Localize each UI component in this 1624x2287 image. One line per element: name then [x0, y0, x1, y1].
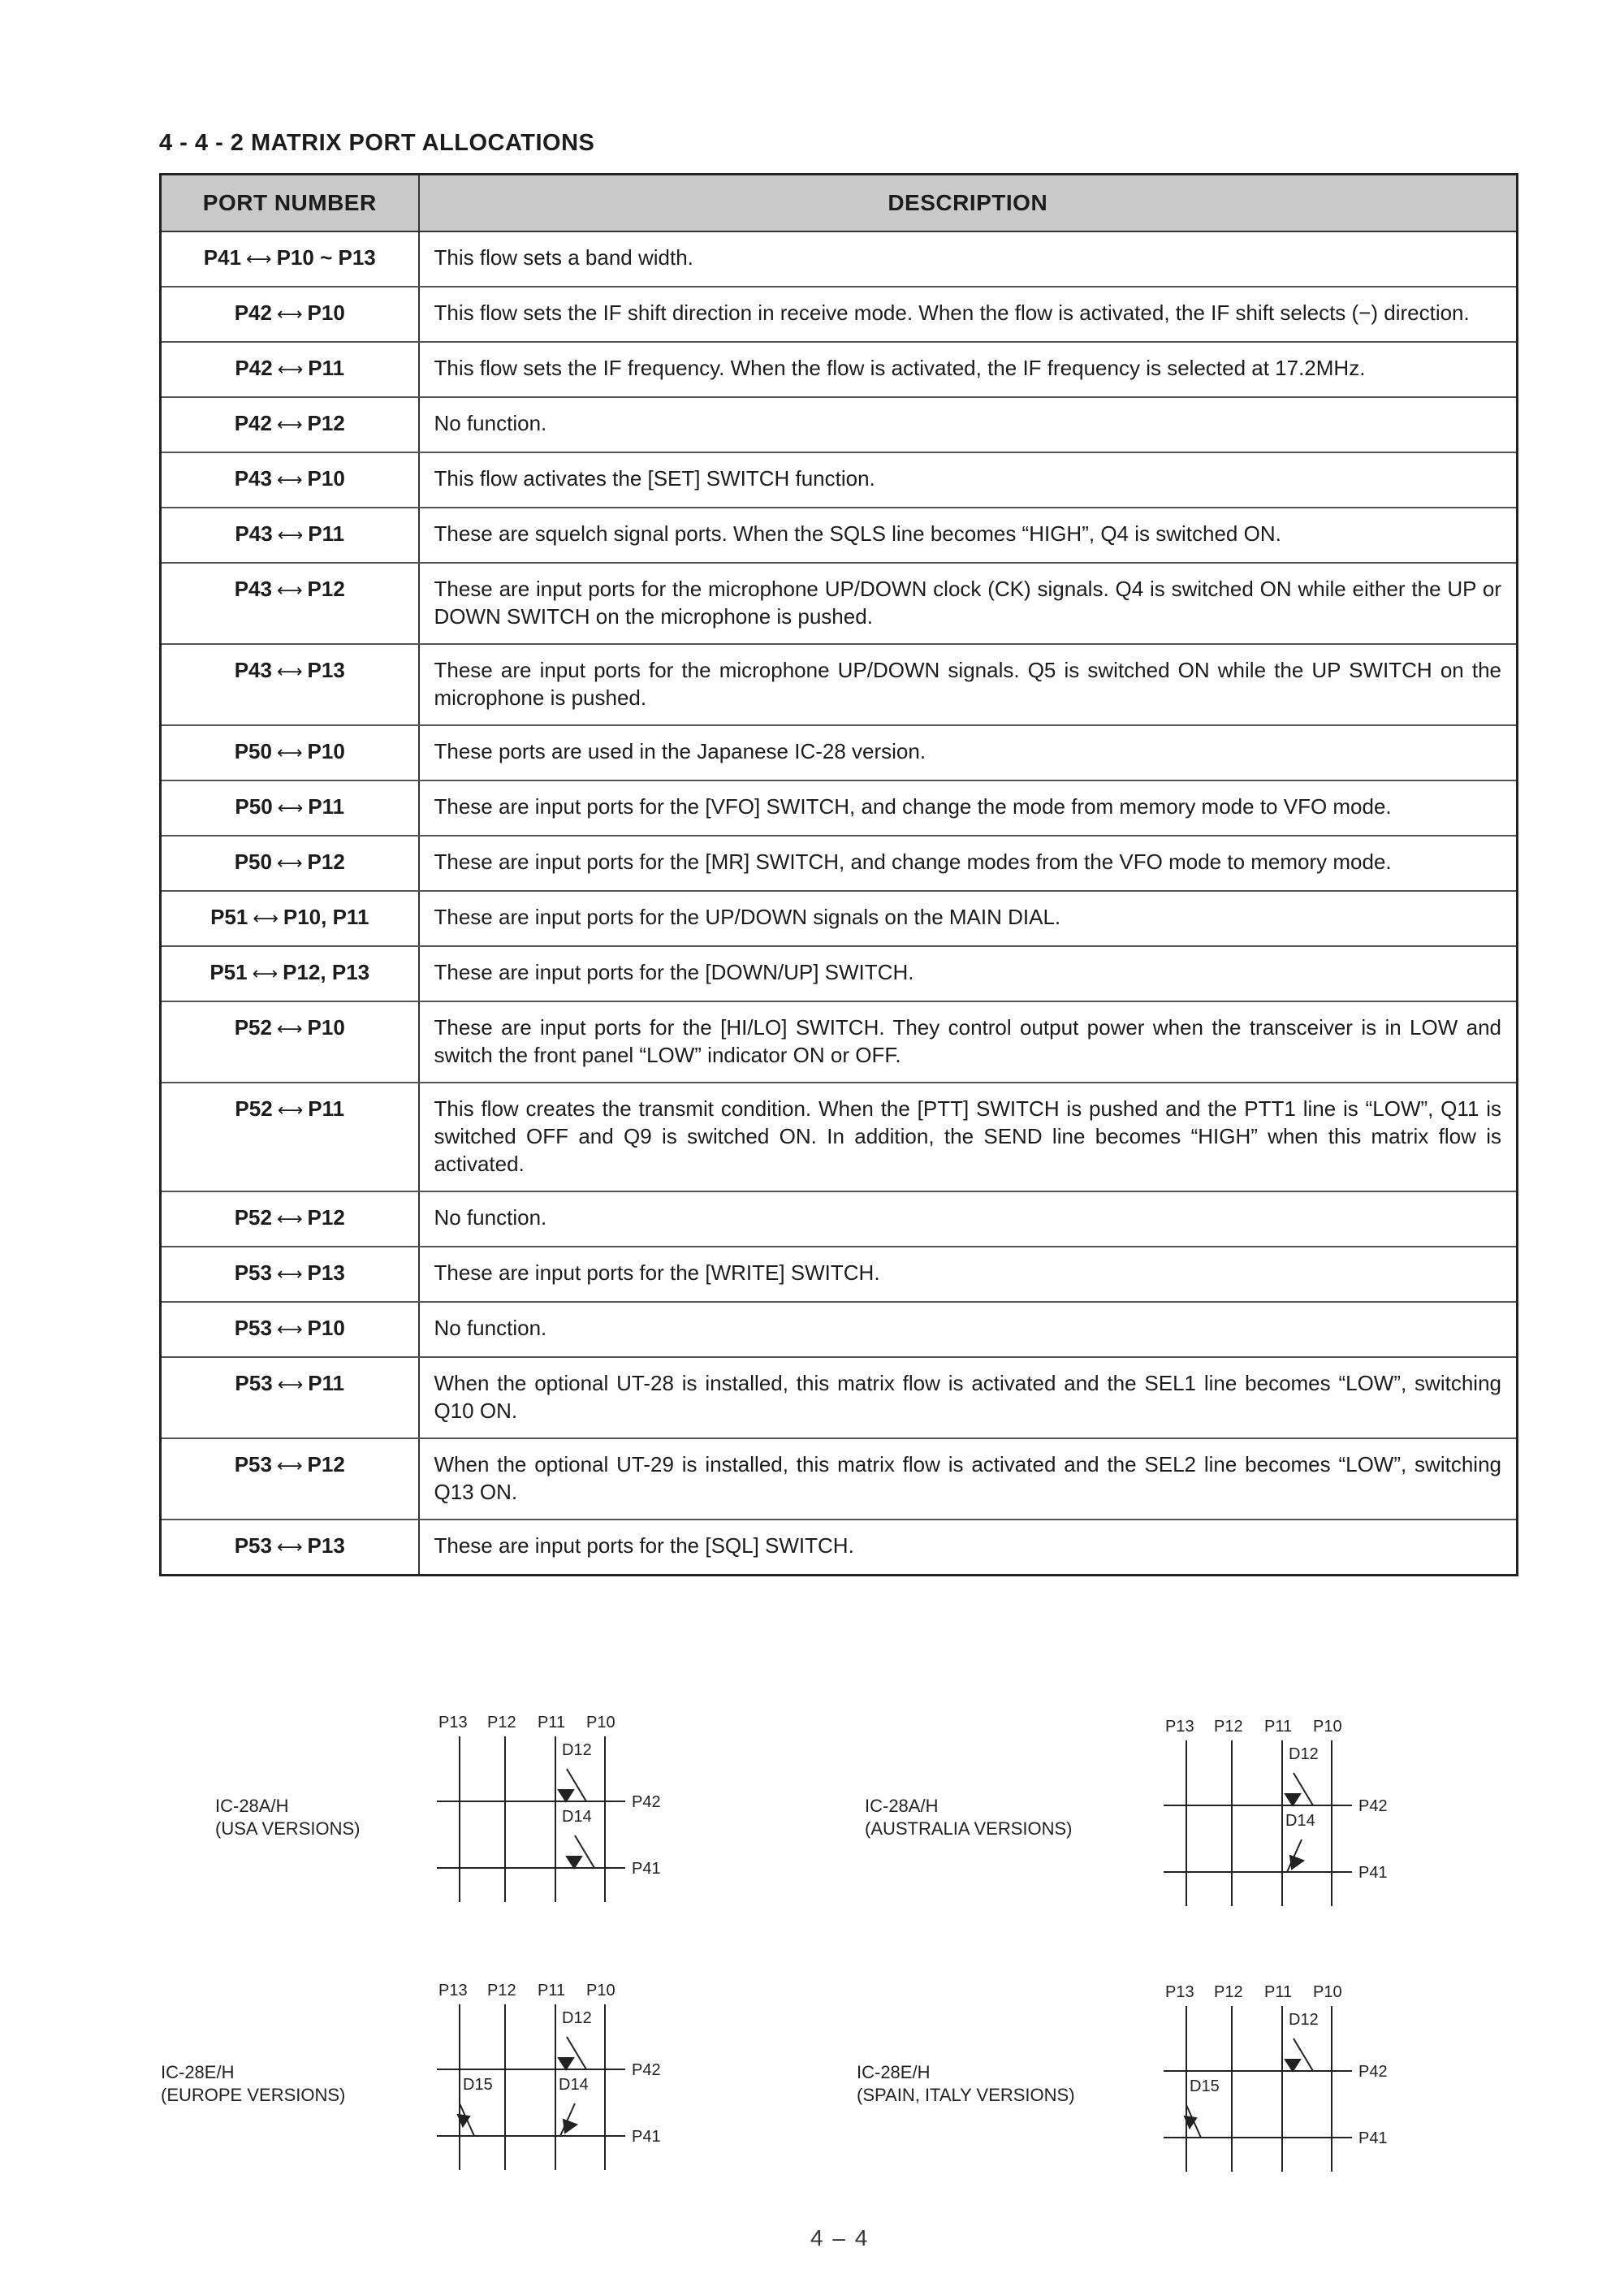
port-to: P12	[307, 850, 345, 874]
col-label: P11	[538, 1982, 566, 2000]
port-from: P52	[235, 1096, 273, 1121]
port-number-cell	[161, 891, 419, 946]
description-cell: This flow sets the IF shift direction in receive mode. When the flow is activated, the IF shift selects (−) direction.	[419, 287, 1518, 342]
port-number-cell	[161, 780, 419, 836]
bidirectional-arrow-icon: ⟷	[276, 469, 303, 490]
diode-label: D14	[1285, 1812, 1315, 1830]
port-from: P53	[235, 1371, 273, 1395]
port-number-cell	[161, 1001, 419, 1083]
bidirectional-arrow-icon: ⟷	[277, 525, 304, 545]
diode-icon	[559, 1790, 573, 1801]
port-to: P10	[307, 466, 345, 491]
port-to: P12	[307, 1205, 345, 1230]
matrix-diagram-usa	[430, 1714, 690, 1917]
matrix-diagram-australia	[1157, 1718, 1417, 1921]
table-row	[161, 1083, 1518, 1191]
col-label: P10	[586, 1714, 615, 1731]
port-number-cell	[161, 946, 419, 1001]
bidirectional-arrow-icon: ⟷	[277, 1374, 304, 1394]
row-label: P42	[1358, 1797, 1388, 1815]
port-number-cell	[161, 508, 419, 563]
port-number-cell	[161, 836, 419, 891]
col-label: P10	[586, 1982, 615, 2000]
col-label: P12	[1214, 1718, 1243, 1736]
description-cell: When the optional UT-28 is installed, this matrix flow is activated and the SEL1 line becomes “LOW”, switching Q10 ON.	[419, 1357, 1518, 1438]
diode-icon	[559, 2058, 573, 2069]
diagram-spain-italy-label	[857, 2061, 1075, 2107]
port-number-cell	[161, 1247, 419, 1302]
bidirectional-arrow-icon: ⟷	[276, 580, 303, 600]
table-row	[161, 1247, 1518, 1302]
table-row	[161, 946, 1518, 1001]
port-to: P13	[307, 1533, 345, 1558]
port-from: P53	[234, 1452, 272, 1476]
diagram-australia-label	[865, 1795, 1073, 1840]
diode-label: D14	[559, 2076, 589, 2094]
col-label: P11	[1264, 1718, 1293, 1736]
table-row	[161, 287, 1518, 342]
port-from: P42	[234, 300, 272, 325]
col-label: P11	[1264, 1983, 1293, 2001]
table-row	[161, 780, 1518, 836]
port-to: P12, P13	[283, 960, 370, 984]
section-title: 4 - 4 - 2 MATRIX PORT ALLOCATIONS	[159, 130, 595, 156]
table-row	[161, 725, 1518, 780]
row-label: P41	[632, 1860, 661, 1878]
description-cell: No function.	[419, 397, 1518, 452]
description-cell: These are input ports for the [MR] SWITCH, and change modes from the VFO mode to memory mode.	[419, 836, 1518, 891]
description-cell: When the optional UT-29 is installed, this matrix flow is activated and the SEL2 line becomes “LOW”, switching Q13 ON.	[419, 1438, 1518, 1520]
port-from: P42	[235, 356, 273, 380]
port-number-cell	[161, 1302, 419, 1357]
col-label: P12	[487, 1982, 516, 2000]
matrix-diagram-spain-italy	[1157, 1983, 1417, 2186]
col-label: P12	[487, 1714, 516, 1731]
table-row	[161, 342, 1518, 397]
col-label: P11	[538, 1714, 566, 1731]
port-number-cell	[161, 1083, 419, 1191]
col-label: P13	[438, 1982, 468, 2000]
port-to: P13	[307, 1260, 345, 1285]
col-label: P10	[1313, 1983, 1342, 2001]
bidirectional-arrow-icon: ⟷	[246, 249, 272, 269]
port-number-cell	[161, 231, 419, 287]
description-cell: This flow activates the [SET] SWITCH function.	[419, 452, 1518, 508]
diode-label: D15	[463, 2076, 493, 2094]
diode-label: D12	[1289, 1745, 1319, 1763]
bidirectional-arrow-icon: ⟷	[276, 1319, 303, 1339]
col-label: P10	[1313, 1718, 1342, 1736]
diagram-model: IC-28A/H	[865, 1796, 939, 1816]
port-to: P11	[308, 356, 345, 380]
port-from: P50	[234, 850, 272, 874]
description-cell: These are input ports for the [SQL] SWITCH.	[419, 1520, 1518, 1576]
bidirectional-arrow-icon: ⟷	[276, 1018, 303, 1039]
port-to: P11	[308, 1096, 345, 1121]
bidirectional-arrow-icon: ⟷	[276, 853, 303, 873]
page-number: 4 – 4	[810, 2225, 870, 2250]
col-label: P13	[1165, 1983, 1194, 2001]
port-number-cell	[161, 563, 419, 644]
diode-label: D12	[562, 1741, 592, 1759]
description-cell: These are input ports for the [WRITE] SWITCH.	[419, 1247, 1518, 1302]
table-row	[161, 1302, 1518, 1357]
col-label: P12	[1214, 1983, 1243, 2001]
description-cell: This flow creates the transmit condition. When the [PTT] SWITCH is pushed and the PTT1 line is “LOW”, Q11 is switched OFF and Q9 is switched ON. In addition, the SEND line becomes “HIGH” when this matrix flow is activated.	[419, 1083, 1518, 1191]
port-from: P50	[234, 739, 272, 763]
diode-label: D12	[1289, 2011, 1319, 2029]
bidirectional-arrow-icon: ⟷	[276, 1537, 303, 1557]
port-from: P53	[234, 1316, 272, 1340]
table-row	[161, 231, 1518, 287]
diagram-model: IC-28A/H	[215, 1796, 289, 1816]
diode-icon	[1285, 2060, 1300, 2071]
port-to: P13	[307, 658, 345, 682]
table-row	[161, 452, 1518, 508]
description-cell: This flow sets a band width.	[419, 231, 1518, 287]
diode-label: D14	[562, 1808, 592, 1826]
diode-icon	[564, 2120, 577, 2133]
description-cell: These are input ports for the [DOWN/UP] SWITCH.	[419, 946, 1518, 1001]
port-number-cell	[161, 287, 419, 342]
port-from: P52	[234, 1205, 272, 1230]
diode-icon	[1290, 1856, 1303, 1869]
description-cell: This flow sets the IF frequency. When the flow is activated, the IF frequency is selected at 17.2MHz.	[419, 342, 1518, 397]
row-label: P41	[632, 2128, 661, 2146]
port-to: P11	[308, 794, 345, 819]
row-label: P42	[632, 1793, 661, 1811]
table-header-row	[161, 175, 1518, 232]
bidirectional-arrow-icon: ⟷	[276, 304, 303, 324]
row-label: P42	[1358, 2063, 1388, 2081]
description-cell: These are input ports for the [VFO] SWITCH, and change the mode from memory mode to VFO mode.	[419, 780, 1518, 836]
description-cell: These are input ports for the UP/DOWN signals on the MAIN DIAL.	[419, 891, 1518, 946]
table-row	[161, 397, 1518, 452]
matrix-diagram-europe	[430, 1982, 690, 2185]
table-row	[161, 644, 1518, 725]
bidirectional-arrow-icon: ⟷	[276, 414, 303, 434]
port-to: P12	[307, 1452, 345, 1476]
table-row	[161, 563, 1518, 644]
bidirectional-arrow-icon: ⟷	[276, 1208, 303, 1229]
diagram-model: IC-28E/H	[161, 2062, 235, 2082]
description-cell: These ports are used in the Japanese IC-28 version.	[419, 725, 1518, 780]
port-from: P43	[234, 466, 272, 491]
port-to: P10, P11	[283, 905, 369, 929]
diode-label: D15	[1190, 2077, 1220, 2095]
diagram-model: IC-28E/H	[857, 2062, 931, 2082]
port-number-cell	[161, 342, 419, 397]
description-cell: No function.	[419, 1191, 1518, 1247]
port-number-cell	[161, 644, 419, 725]
diode-icon	[567, 1857, 581, 1868]
header-description: DESCRIPTION	[419, 175, 1518, 232]
col-label: P13	[1165, 1718, 1194, 1736]
bidirectional-arrow-icon: ⟷	[277, 1100, 304, 1120]
table-row	[161, 1001, 1518, 1083]
port-number-cell	[161, 1357, 419, 1438]
port-number-cell	[161, 725, 419, 780]
port-to: P10	[307, 300, 345, 325]
port-from: P41	[203, 245, 242, 270]
description-cell: These are squelch signal ports. When the SQLS line becomes “HIGH”, Q4 is switched ON.	[419, 508, 1518, 563]
description-cell: These are input ports for the microphone UP/DOWN signals. Q5 is switched ON while the UP SWITCH on the microphone is pushed.	[419, 644, 1518, 725]
table-row	[161, 836, 1518, 891]
port-to: P10 ~ P13	[276, 245, 376, 270]
row-label: P42	[632, 2061, 661, 2079]
port-from: P43	[234, 577, 272, 601]
table-body	[161, 231, 1518, 1576]
diode-label: D12	[562, 2009, 592, 2027]
port-to: P10	[307, 1015, 345, 1040]
diagram-usa-label	[215, 1795, 360, 1840]
port-from: P52	[234, 1015, 272, 1040]
bidirectional-arrow-icon: ⟷	[277, 798, 304, 818]
port-to: P12	[307, 577, 345, 601]
row-label: P41	[1358, 1864, 1388, 1882]
bidirectional-arrow-icon: ⟷	[276, 1455, 303, 1476]
bidirectional-arrow-icon: ⟷	[276, 1264, 303, 1284]
bidirectional-arrow-icon: ⟷	[253, 908, 279, 928]
header-port-number: PORT NUMBER	[161, 175, 419, 232]
table-row	[161, 1520, 1518, 1576]
port-from: P51	[210, 905, 248, 929]
port-number-cell	[161, 1438, 419, 1520]
port-to: P11	[308, 521, 345, 546]
diagram-version: (AUSTRALIA VERSIONS)	[865, 1818, 1073, 1839]
port-number-cell	[161, 1191, 419, 1247]
port-number-cell	[161, 452, 419, 508]
port-from: P43	[234, 658, 272, 682]
table-row	[161, 891, 1518, 946]
table-row	[161, 1357, 1518, 1438]
description-cell: No function.	[419, 1302, 1518, 1357]
port-to: P10	[307, 739, 345, 763]
bidirectional-arrow-icon: ⟷	[277, 359, 304, 379]
port-from: P53	[234, 1260, 272, 1285]
description-cell: These are input ports for the microphone UP/DOWN clock (CK) signals. Q4 is switched ON while either the UP or DOWN SWITCH on the microphone is pushed.	[419, 563, 1518, 644]
bidirectional-arrow-icon: ⟷	[276, 661, 303, 681]
port-from: P42	[234, 411, 272, 435]
port-number-cell	[161, 397, 419, 452]
port-from: P51	[209, 960, 248, 984]
port-to: P10	[307, 1316, 345, 1340]
diagram-version: (USA VERSIONS)	[215, 1818, 361, 1839]
diagram-europe-label	[161, 2061, 345, 2107]
table-row	[161, 508, 1518, 563]
table-row	[161, 1438, 1518, 1520]
port-to: P11	[308, 1371, 345, 1395]
row-label: P41	[1358, 2129, 1388, 2147]
bidirectional-arrow-icon: ⟷	[276, 742, 303, 763]
matrix-port-table	[159, 173, 1518, 1576]
diode-icon	[1285, 1794, 1300, 1805]
diagram-version: (EUROPE VERSIONS)	[161, 2085, 346, 2105]
bidirectional-arrow-icon: ⟷	[252, 963, 279, 984]
port-from: P43	[235, 521, 273, 546]
col-label: P13	[438, 1714, 468, 1731]
diagram-version: (SPAIN, ITALY VERSIONS)	[857, 2085, 1075, 2105]
port-number-cell	[161, 1520, 419, 1576]
port-to: P12	[307, 411, 345, 435]
port-from: P50	[235, 794, 273, 819]
description-cell: These are input ports for the [HI/LO] SWITCH. They control output power when the transceiver is in LOW and switch the front panel “LOW” indicator ON or OFF.	[419, 1001, 1518, 1083]
table-row	[161, 1191, 1518, 1247]
port-from: P53	[234, 1533, 272, 1558]
